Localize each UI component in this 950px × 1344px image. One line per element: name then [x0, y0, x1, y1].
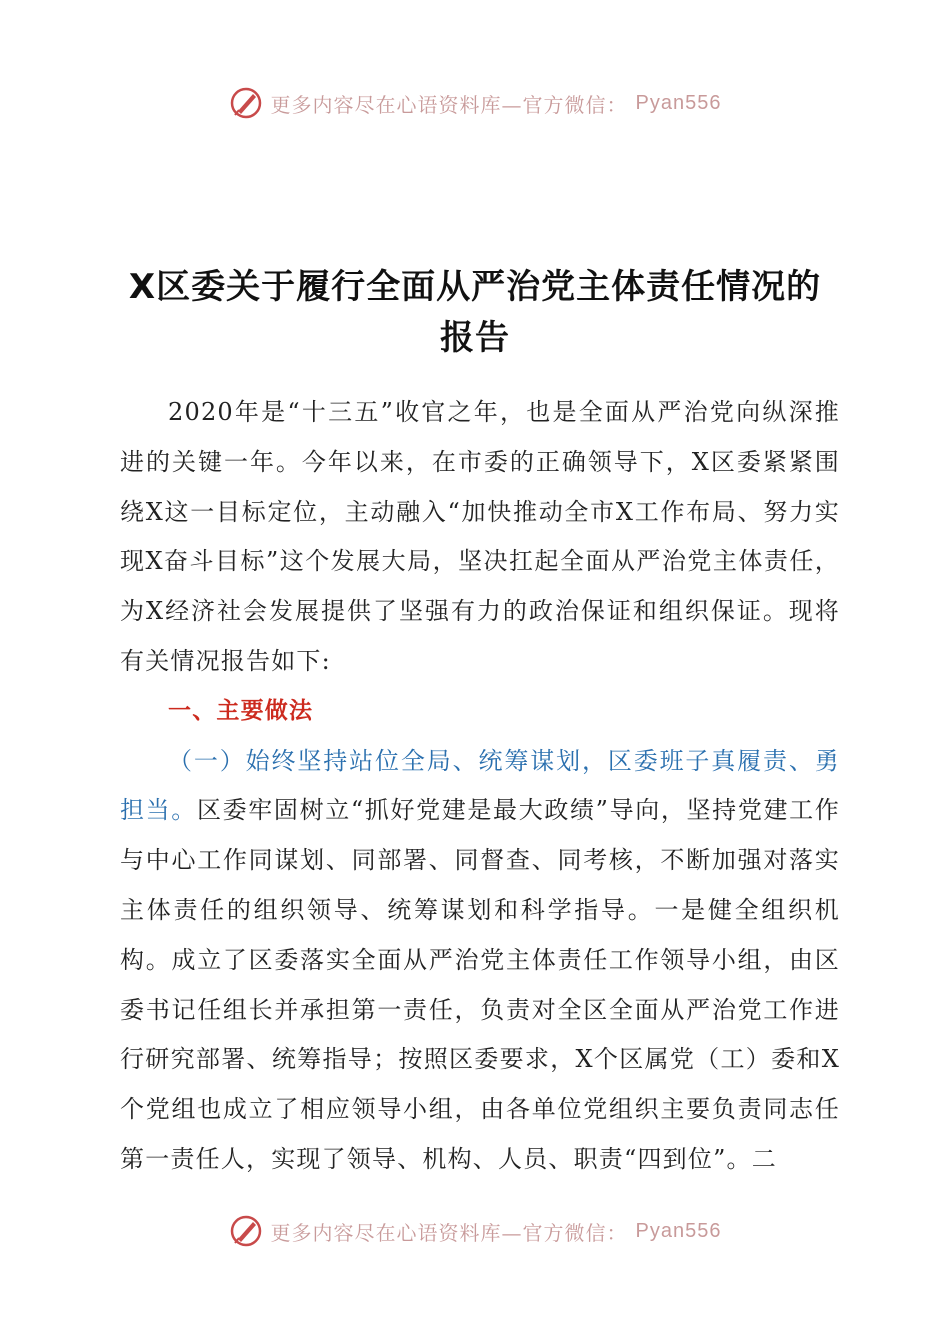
watermark-wechat-id: Pyan556 [635, 1219, 722, 1242]
watermark-text: 更多内容尽在心语资料库—官方微信： [270, 1220, 628, 1245]
subsection-paragraph [120, 737, 840, 1185]
watermark-footer [0, 1214, 950, 1248]
document-body [120, 388, 840, 1185]
title-line-2: 报告 [440, 318, 510, 358]
intro-paragraph: 2020年是“十三五”收官之年，也是全面从严治党向纵深推进的关键一年。今年以来，在市委的正确领导下，X区委紧紧围绕X这一目标定位，主动融入“加快推动全市X工作布局、努力实现X奋斗目标”这个发展大局，坚决扛起全面从严治党主体责任，为X经济社会发展提供了坚强有力的政治保证和组织保证。现将有关情况报告如下: [120, 398, 840, 675]
pen-logo-icon [229, 86, 263, 120]
watermark-header [0, 86, 950, 120]
watermark-wechat-id: Pyan556 [635, 91, 722, 114]
pen-logo-icon [229, 1214, 263, 1248]
title-line-1: X区委关于履行全面从严治党主体责任情况的 [128, 267, 822, 307]
section-heading-main-practices: 一、主要做法 [168, 697, 314, 724]
subsection-body: 区委牢固树立“抓好党建是最大政绩”导向，坚持党建工作与中心工作同谋划、同部署、同督查、同考核，不断加强对落实主体责任的组织领导、统筹谋划和科学指导。一是健全组织机构。成立了区委落实全面从严治党主体责任工作领导小组，由区委书记任组长并承担第一责任，负责对全区全面从严治党工作进行研究部署、统筹指导；按照区委要求，X个区属党（工）委和X个党组也成立了相应领导小组，由各单位党组织主要负责同志任第一责任人，实现了领导、机构、人员、职责“四到位”。二 [120, 796, 840, 1173]
watermark-text: 更多内容尽在心语资料库—官方微信： [270, 92, 628, 117]
subsection-heading: （一）始终坚持站位全局、统筹谋划，区委班子真履责、勇担当。 [120, 746, 840, 825]
document-title [100, 262, 850, 364]
